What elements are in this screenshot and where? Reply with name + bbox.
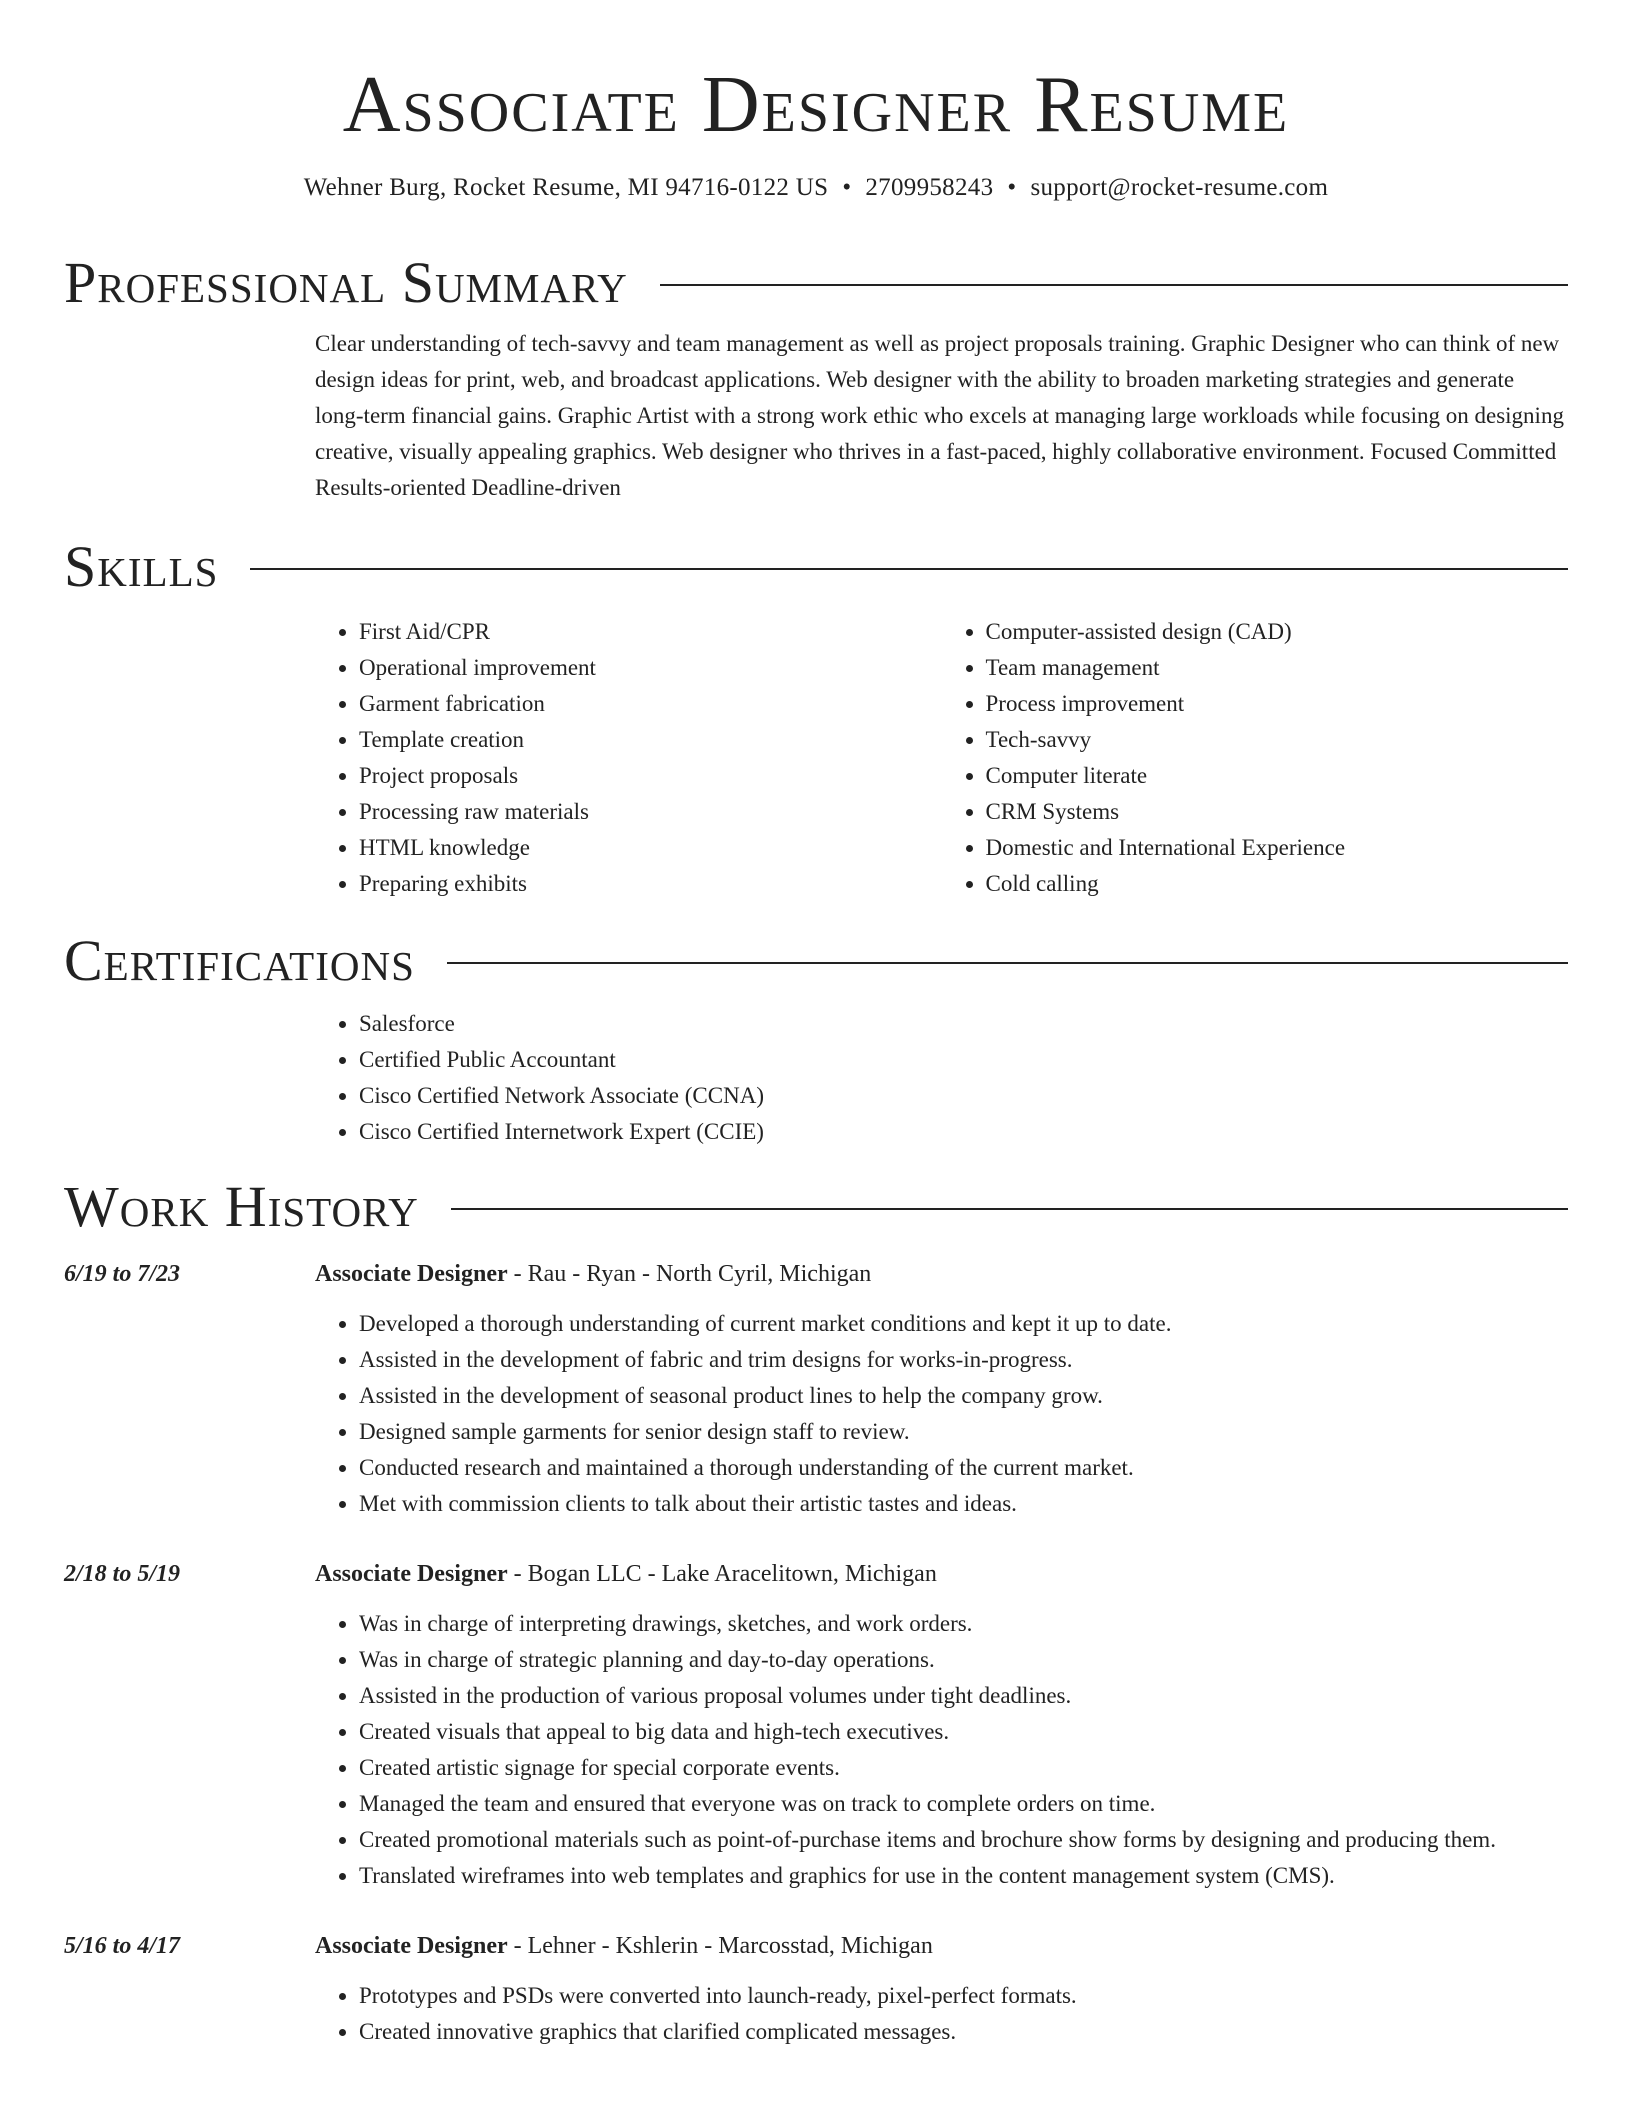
job-title: Associate Designer xyxy=(315,1261,508,1287)
section-divider xyxy=(250,568,1568,570)
skills-column-left xyxy=(315,614,942,902)
contact-phone: 2709958243 xyxy=(865,174,994,201)
job-entry xyxy=(64,1928,1568,2050)
skill-item: • Processing raw materials xyxy=(359,794,942,830)
section-divider xyxy=(451,1208,1568,1210)
job-dates: 6/19 to 7/23 xyxy=(64,1261,181,1287)
job-bullet: • Was in charge of interpreting drawings, sketches, and work orders. xyxy=(359,1606,1568,1642)
skill-item: • Operational improvement xyxy=(359,650,942,686)
skill-item: • Garment fabrication xyxy=(359,686,942,722)
certification-item: • Cisco Certified Internetwork Expert (CCIE) xyxy=(359,1114,1568,1150)
job-bullet: • Was in charge of strategic planning and day-to-day operations. xyxy=(359,1642,1568,1678)
page-title: Associate Designer Resume xyxy=(342,61,1290,149)
certifications-list xyxy=(315,1006,1568,1150)
job-title: Associate Designer xyxy=(315,1561,508,1587)
job-bullets xyxy=(315,1306,1568,1522)
contact-separator: • xyxy=(842,174,852,201)
skill-item: • Process improvement xyxy=(986,686,1569,722)
section-divider xyxy=(447,962,1568,964)
contact-address: Wehner Burg, Rocket Resume, MI 94716-0122 US xyxy=(303,174,829,201)
job-entry xyxy=(64,1556,1568,1894)
skills-section-header xyxy=(64,532,1568,602)
job-bullet: • Conducted research and maintained a thorough understanding of the current market. xyxy=(359,1450,1568,1486)
contact-separator: • xyxy=(1007,174,1017,201)
certification-item: • Cisco Certified Network Associate (CCNA) xyxy=(359,1078,1568,1114)
skill-item: • Computer-assisted design (CAD) xyxy=(986,614,1569,650)
skills-column-right xyxy=(942,614,1569,902)
section-divider xyxy=(660,284,1568,286)
work-history-section-header xyxy=(64,1172,1568,1242)
certifications-section-header xyxy=(64,926,1568,996)
job-bullets xyxy=(315,1978,1568,2050)
resume-page xyxy=(64,0,1568,2050)
skills-heading: Skills xyxy=(64,534,219,599)
contact-email: support@rocket-resume.com xyxy=(1030,174,1329,201)
skill-item: • CRM Systems xyxy=(986,794,1569,830)
job-bullet: • Assisted in the development of fabric and trim designs for works-in-progress. xyxy=(359,1342,1568,1378)
job-bullet: • Created visuals that appeal to big data and high-tech executives. xyxy=(359,1714,1568,1750)
job-bullet: • Assisted in the production of various proposal volumes under tight deadlines. xyxy=(359,1678,1568,1714)
job-bullet: • Created innovative graphics that clarified complicated messages. xyxy=(359,2014,1568,2050)
certification-item: • Certified Public Accountant xyxy=(359,1042,1568,1078)
job-dates: 2/18 to 5/19 xyxy=(64,1561,181,1587)
skill-item: • Computer literate xyxy=(986,758,1569,794)
skill-item: • Cold calling xyxy=(986,866,1569,902)
job-bullet: • Prototypes and PSDs were converted into launch-ready, pixel-perfect formats. xyxy=(359,1978,1568,2014)
job-employer: - Bogan LLC - Lake Aracelitown, Michigan xyxy=(507,1561,937,1587)
certification-item: • Salesforce xyxy=(359,1006,1568,1042)
work-history-heading: Work History xyxy=(64,1174,419,1239)
skill-item: • Tech-savvy xyxy=(986,722,1569,758)
job-bullets xyxy=(315,1606,1568,1894)
skills-list xyxy=(315,614,1568,902)
job-bullet: • Developed a thorough understanding of current market conditions and kept it up to date. xyxy=(359,1306,1568,1342)
skill-item: • HTML knowledge xyxy=(359,830,942,866)
skill-item: • Template creation xyxy=(359,722,942,758)
job-bullet: • Designed sample garments for senior design staff to review. xyxy=(359,1414,1568,1450)
skill-item: • First Aid/CPR xyxy=(359,614,942,650)
job-bullet: • Created promotional materials such as point-of-purchase items and brochure show forms by designing and producing them. xyxy=(359,1822,1568,1858)
skill-item: • Domestic and International Experience xyxy=(986,830,1569,866)
job-header xyxy=(315,1928,1568,1964)
job-bullet: • Managed the team and ensured that everyone was on track to complete orders on time. xyxy=(359,1786,1568,1822)
job-employer: - Rau - Ryan - North Cyril, Michigan xyxy=(507,1261,872,1287)
job-title: Associate Designer xyxy=(315,1933,508,1959)
skill-item: • Project proposals xyxy=(359,758,942,794)
skill-item: • Preparing exhibits xyxy=(359,866,942,902)
job-header xyxy=(315,1556,1568,1592)
summary-heading: Professional Summary xyxy=(64,250,628,315)
job-bullet: • Met with commission clients to talk about their artistic tastes and ideas. xyxy=(359,1486,1568,1522)
job-bullet: • Translated wireframes into web templates and graphics for use in the content management system (CMS). xyxy=(359,1858,1568,1894)
job-dates: 5/16 to 4/17 xyxy=(64,1933,181,1959)
certifications-heading: Certifications xyxy=(64,928,415,993)
skill-item: • Team management xyxy=(986,650,1569,686)
summary-section-header xyxy=(64,248,1568,318)
job-employer: - Lehner - Kshlerin - Marcosstad, Michigan xyxy=(507,1933,933,1959)
summary-text: Clear understanding of tech-savvy and team management as well as project proposals training. Graphic Designer who can think of new design ideas for print, web, and broadcast applications. Web designer with the ability to broaden marketing strategies and generate long-term financial gains. Graphic Artist with a strong work ethic who excels at managing large workloads while focusing on designing creative, visually appealing graphics. Web designer who thrives in a fast-paced, highly collaborative environment. Focused Committed Results-oriented Deadline-driven xyxy=(315,331,1564,500)
job-header xyxy=(315,1256,1568,1292)
job-bullet: • Assisted in the development of seasonal product lines to help the company grow. xyxy=(359,1378,1568,1414)
contact-line xyxy=(64,174,1568,202)
job-entry xyxy=(64,1256,1568,1522)
job-bullet: • Created artistic signage for special corporate events. xyxy=(359,1750,1568,1786)
